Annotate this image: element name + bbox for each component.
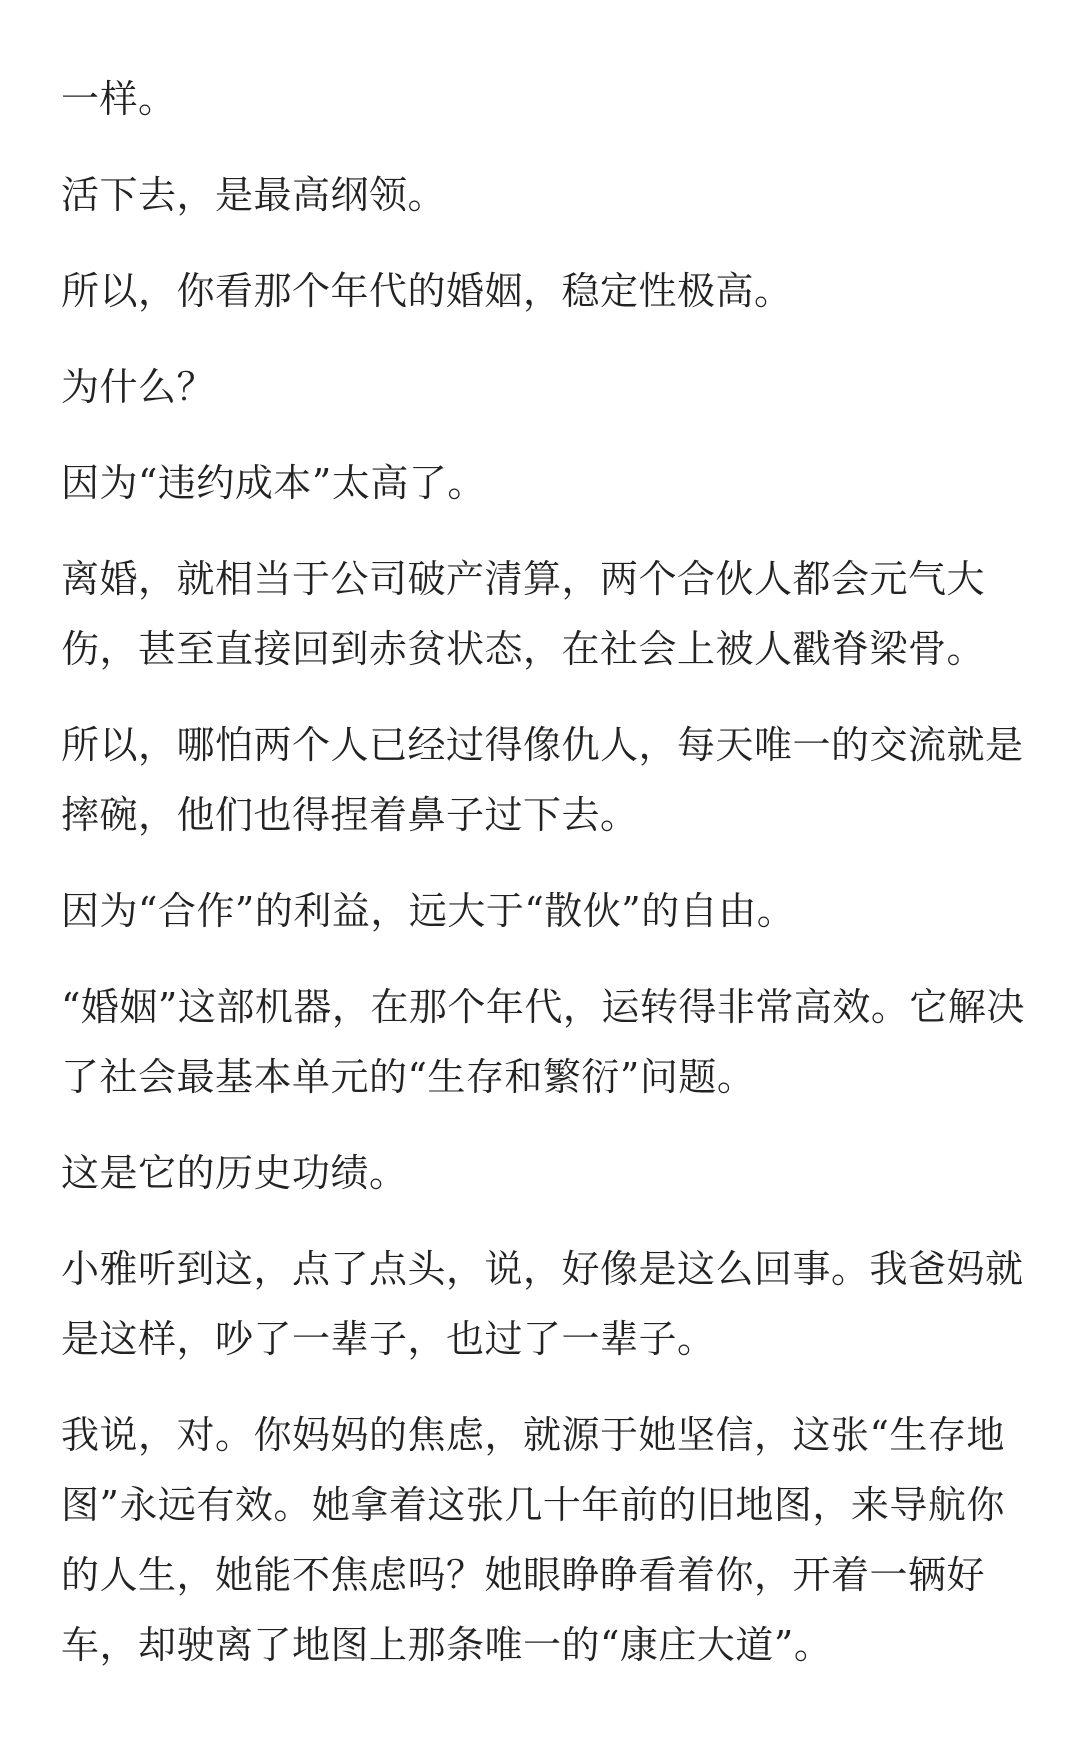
paragraph: 一样。 — [61, 77, 177, 121]
paragraph: 活下去，是最高纲领。 — [61, 173, 447, 217]
paragraph: 为什么？ — [61, 365, 216, 409]
paragraph: 小雅听到这，点了点头，说，好像是这么回事。我爸妈就是这样，吵了一辈子，也过了一辈子。 — [61, 1247, 1024, 1361]
paragraph: “婚姻”这部机器，在那个年代，运转得非常高效。它解决了社会最基本单元的“生存和繁衍”问题。 — [61, 985, 1025, 1099]
paragraph: 我说，对。你妈妈的焦虑，就源于她坚信，这张“生存地图”永远有效。她拿着这张几十年前的旧地图，来导航你的人生，她能不焦虑吗？她眼睁睁看着你，开着一辆好车，却驶离了地图上那条唯一的“康庄大道”。 — [61, 1413, 1005, 1667]
article-body — [61, 0, 1031, 1706]
paragraph: 所以，你看那个年代的婚姻，稳定性极高。 — [61, 269, 793, 313]
paragraph: 因为“合作”的利益，远大于“散伙”的自由。 — [61, 889, 796, 933]
paragraph: 所以，哪怕两个人已经过得像仇人，每天唯一的交流就是摔碗，他们也得捏着鼻子过下去。 — [61, 723, 1024, 837]
paragraph: 这是它的历史功绩。 — [61, 1151, 408, 1195]
paragraph: 离婚，就相当于公司破产清算，两个合伙人都会元气大伤，甚至直接回到赤贫状态，在社会上被人戳脊梁骨。 — [61, 557, 986, 671]
paragraph: 因为“违约成本”太高了。 — [61, 461, 486, 505]
